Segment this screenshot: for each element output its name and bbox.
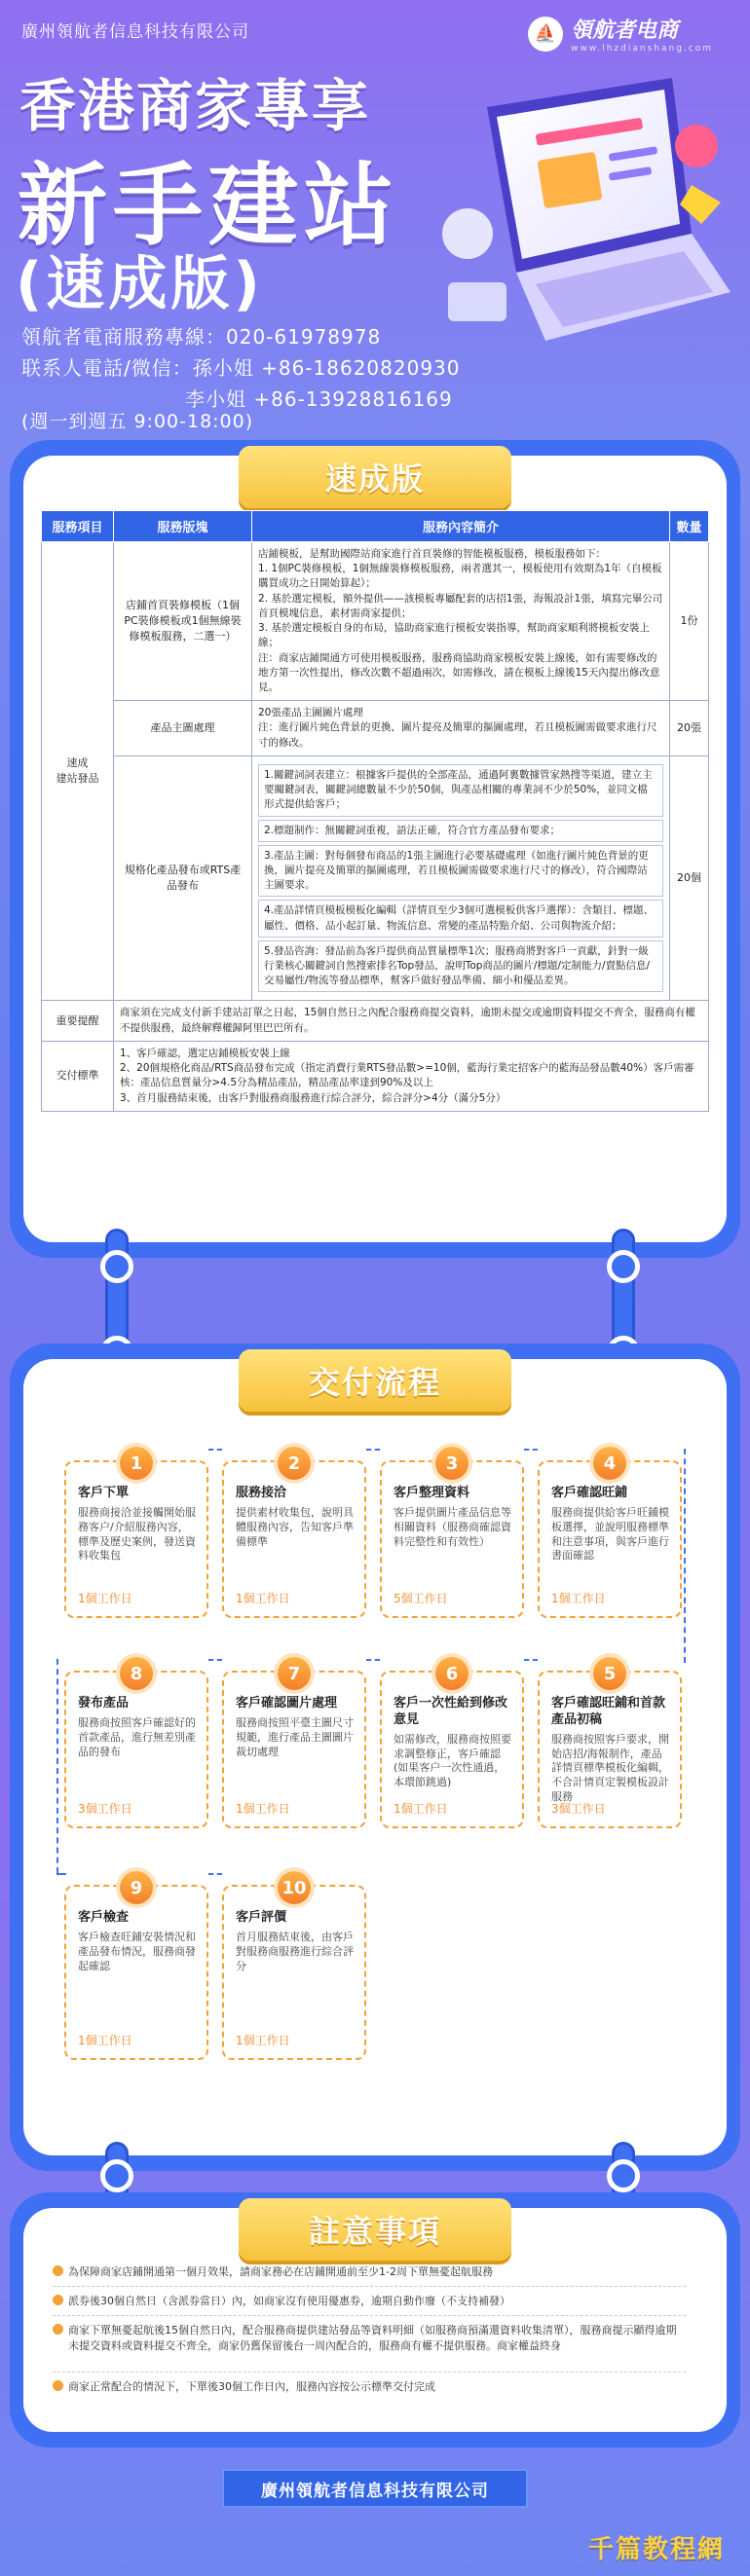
- col-header-item: 服務項目: [42, 511, 114, 542]
- step-desc: 首月服務結束後，由客戶對服務商服務進行綜合評分: [236, 1930, 354, 1972]
- step-number: 1: [120, 1447, 153, 1480]
- step-number: 8: [120, 1657, 153, 1690]
- rule-text: 商家須在完成支付新手建站訂單之日起，15個自然日之內配合服務商提交資料，逾期未提交或逾期資料提交不齊全，服務商有權不提供服務，最終解釋權歸阿里巴巴所有。: [114, 1001, 709, 1041]
- content-cell: [252, 755, 670, 1001]
- note-item: [53, 2264, 686, 2280]
- note-item: [53, 2294, 686, 2309]
- step-number: 7: [278, 1657, 311, 1690]
- flow-connector: [208, 1449, 222, 1451]
- content-line: 2. 基於選定模板，額外提供——該模板專屬配套的店招1張，海報設計1張，填寫完畢公司首頁模塊信息，素材需商家提供；: [258, 592, 663, 619]
- content-box: 1.關鍵詞詞表建立：根據客戶提供的全部產品，通過阿裏數據管家熱搜等渠道，建立主要關鍵詞表，關鍵詞總數量不少於50個，與產品相關的專業詞不少於50%，並同文檔形式提供給客戶；: [258, 764, 663, 817]
- table-row: [42, 1001, 709, 1041]
- contact-person-2: 李小姐 +86-13928816169: [185, 387, 453, 411]
- sailboat-icon: ⛵: [528, 17, 563, 52]
- process-step-6: [380, 1663, 524, 1828]
- block-cell: 規格化產品發布或RTS產品發布: [114, 755, 252, 1001]
- step-time: 3個工作日: [551, 1802, 606, 1816]
- step-number: 6: [435, 1657, 469, 1690]
- step-desc: 服務商接洽並接觸開始服務客户/介紹服務內容，標準及歷史案例，發送資料收集包: [78, 1505, 196, 1563]
- note-text: 商家下單無憂起航後15個自然日內，配合服務商提供建站發品等資料明細（如服務商預滿還資料收集清單），服務商提示顯得逾期未提交資料或資料提交不齊全，商家仍舊保留後台一周內配合的，服務商有權不提供服務。商家權益終身: [68, 2324, 677, 2352]
- step-number: 4: [593, 1447, 626, 1480]
- table-row: [42, 755, 709, 1001]
- process-step-1: [64, 1453, 208, 1618]
- service-table-panel: [10, 440, 740, 1258]
- col-header-block: 服務版塊: [114, 511, 252, 542]
- step-time: 1個工作日: [78, 1592, 132, 1605]
- col-header-content: 服務內容簡介: [252, 511, 670, 542]
- divider: [53, 2315, 686, 2316]
- step-number: 9: [120, 1871, 153, 1904]
- hero-title-line3: (速成版): [16, 250, 264, 318]
- divider: [53, 2286, 686, 2287]
- section-title-notes: 註意事項: [239, 2198, 511, 2261]
- col-header-qty: 數量: [670, 511, 709, 542]
- contact-person-1: 联系人電話/微信：孫小姐 +86-18620820930: [21, 356, 461, 380]
- standard-line: 2、20個規格化商品/RTS商品發布完成（指定消費行業RTS發品數>=10個，藍海行業定招客户的藍海品發品數40%）客戶需審核：產品信息質量分>4.5分為精品產品，精品產品率達到90%及以上: [120, 1062, 694, 1089]
- section-title-process: 交付流程: [239, 1349, 511, 1412]
- qty-cell: 1份: [670, 542, 709, 701]
- logo-url: www.lhzdianshang.com: [571, 44, 713, 54]
- step-time: 3個工作日: [78, 1802, 132, 1816]
- panel-body: [23, 2208, 727, 2432]
- connector-dot: [607, 1250, 640, 1283]
- note-text: 派券後30個自然日（含派券當日）內，如商家沒有使用優惠券，逾期自動作廢（不支持補發）: [68, 2295, 510, 2307]
- process-step-5: [538, 1663, 682, 1828]
- qty-cell: 20張: [670, 701, 709, 756]
- flow-connector: [208, 1659, 222, 1661]
- brand-logo: [528, 14, 713, 54]
- step-time: 5個工作日: [394, 1592, 448, 1605]
- bullet-icon: [53, 2324, 63, 2335]
- process-step-4: [538, 1453, 682, 1618]
- step-time: 1個工作日: [236, 2034, 290, 2047]
- standard-line: 3、首月服務結束後，由客戶對服務商服務進行綜合評分，綜合評分>4分（滿分5分）: [120, 1091, 506, 1104]
- step-desc: 提供素材收集包，說明具體服務內容，告知客戶準備標準: [236, 1505, 354, 1548]
- rule-label: 重要提醒: [42, 1001, 114, 1041]
- qty-cell: 20個: [670, 755, 709, 1001]
- step-number: 5: [593, 1657, 626, 1690]
- standard-text: [114, 1041, 709, 1111]
- table-row: [42, 542, 709, 701]
- standard-line: 1、客戶確認，選定店鋪模板安裝上線: [120, 1047, 290, 1059]
- step-number: 10: [278, 1871, 311, 1904]
- content-line: 注：進行圖片純色背景的更換，圖片提亮及簡單的摳圖處理，若且模板圖需做要求進行尺寸的修改。: [258, 721, 657, 749]
- step-title: 客戶一次性給到修改意見: [394, 1696, 508, 1727]
- step-desc: 服務商按照客戶確認好的首款產品，進行無差別產品的發布: [78, 1715, 196, 1758]
- note-text: 為保障商家店鋪開通第一個月效果，請商家務必在店鋪開通前至少1-2周下單無憂起航服務: [68, 2265, 493, 2278]
- content-line: 店鋪模板，是幫助國際站商家進行首頁裝修的智能模板服務，模板服務如下：: [258, 548, 606, 560]
- step-title: 服務接洽: [236, 1486, 287, 1500]
- notes-panel: [10, 2192, 740, 2447]
- process-step-10: [222, 1877, 366, 2060]
- step-title: 發布產品: [78, 1696, 130, 1711]
- step-time: 1個工作日: [394, 1802, 448, 1816]
- step-number: 2: [278, 1447, 311, 1480]
- flow-connector: [684, 1449, 686, 1663]
- step-title: 客戶下單: [78, 1486, 130, 1500]
- step-time: 1個工作日: [236, 1592, 290, 1605]
- step-title: 客戶整理資料: [394, 1486, 470, 1500]
- process-step-3: [380, 1453, 524, 1618]
- logo-text: 領航者电商: [571, 18, 679, 43]
- step-time: 1個工作日: [551, 1592, 606, 1605]
- connector-dot: [100, 1250, 133, 1283]
- standard-label: 交付標準: [42, 1041, 114, 1111]
- note-text: 商家正常配合的情況下，下單後30個工作日內，服務內容按公示標準交付完成: [68, 2380, 435, 2393]
- step-desc: 服務商按照平臺主圖尺寸規範，進行產品主圖圖片裁切處理: [236, 1715, 354, 1758]
- note-item: [53, 2323, 686, 2354]
- company-name: 廣州領航者信息科技有限公司: [21, 22, 249, 42]
- bullet-icon: [53, 2295, 63, 2305]
- business-hours: (週一到週五 9:00-18:00): [21, 411, 254, 432]
- flow-connector: [366, 1659, 380, 1661]
- block-cell: 產品主圖處理: [114, 701, 252, 756]
- step-title: 客戶確認圖片處理: [236, 1696, 338, 1711]
- note-item: [53, 2379, 686, 2395]
- flow-connector: [56, 1873, 66, 1875]
- content-cell: [252, 701, 670, 756]
- connector-dot: [100, 2159, 133, 2192]
- step-time: 1個工作日: [78, 2034, 132, 2047]
- content-box: 2.標題制作：無關鍵詞重複，語法正確，符合官方產品發布要求；: [258, 820, 663, 842]
- content-line: 20張產品主圖圖片處理: [258, 707, 363, 719]
- flow-connector: [524, 1659, 538, 1661]
- flow-connector: [524, 1449, 538, 1451]
- process-step-7: [222, 1663, 366, 1828]
- step-desc: 服務商提供給客戶旺鋪模板選擇，並說明服務標準和注意事項，與客戶進行書面確認: [551, 1505, 669, 1563]
- table-row: [42, 701, 709, 756]
- step-desc: 服務商按照客戶要求，開始店招/海報制作，產品詳情頁標準模板化編輯，不合計情頁定製模板設計服務: [551, 1732, 669, 1804]
- step-desc: 如需修改，服務商按照要求調整修正，客戶確認(如果客户一次性通過，本環節跳過): [394, 1732, 511, 1789]
- content-box: 3.產品主圖：對每個發布商品的1張主圖進行必要基礎處理（如進行圖片純色背景的更換，圖片提亮及簡單的摳圖處理，若且模板圖需做要求進行尺寸的修改），符合國際站主圖要求。: [258, 845, 663, 898]
- step-number: 3: [435, 1447, 469, 1480]
- hero-title-line2: 新手建站: [18, 154, 400, 258]
- step-desc: 客戶檢查旺鋪安裝情況和產品發布情況，服務商發起確認: [78, 1930, 196, 1972]
- service-item-cell: 速成 建站發品: [42, 542, 114, 1001]
- service-hotline: 領航者電商服務專線：020-61978978: [21, 325, 382, 349]
- table-row: [42, 1041, 709, 1111]
- step-desc: 客戶提供圖片產品信息等相關資料（服務商確認資料完整性和有效性）: [394, 1505, 511, 1548]
- step-title: 客戶確認旺鋪和首款產品初稿: [551, 1696, 666, 1727]
- block-cell: 店鋪首頁裝修模板（1個PC裝修模板或1個無線裝修模板服務，二選一）: [114, 542, 252, 701]
- service-table: [41, 510, 709, 1112]
- hero-title-line1: 香港商家專享: [19, 73, 371, 139]
- watermark: 千篇教程網: [587, 2535, 725, 2564]
- content-box: 4.產品詳情頁模板模板化編輯（詳情頁至少3個可選模板供客戶選擇）：含類目、標題、屬性、價格、品小起訂量、物流信息、常變的產品特點介紹、公司與物流介紹；: [258, 900, 663, 937]
- content-box: 5.發品咨詢：發品前為客戶提供商品質量標準1次；服務商將對客戶一貢獻，針對一級行業核心關鍵詞自然搜索排名Top發品，說明Top商品的圖片/標題/定制能力/賣點信息/交易屬性/物流等發品標準，幫客戶做好發品準備、細小和優品差異。: [258, 940, 663, 993]
- content-cell: [252, 542, 670, 701]
- footer-company: 廣州領航者信息科技有限公司: [222, 2469, 528, 2508]
- step-title: 客戶評價: [236, 1910, 287, 1925]
- section-title-quick: 速成版: [239, 446, 511, 508]
- divider: [53, 2372, 686, 2373]
- step-time: 1個工作日: [236, 1802, 290, 1816]
- process-step-9: [64, 1877, 208, 2060]
- flow-connector: [56, 1659, 58, 1873]
- bullet-icon: [53, 2265, 63, 2276]
- flow-connector: [208, 1873, 222, 1875]
- step-title: 客戶確認旺鋪: [551, 1486, 628, 1500]
- step-title: 客戶檢查: [78, 1910, 130, 1925]
- bullet-icon: [53, 2380, 63, 2391]
- content-line: 注：商家店鋪開通方可使用模板服務，服務商協助商家模板安裝上線後，如有需要修改的地方第一次性提出，修改次數不超過兩次，如需修改，請在模板上線後15天內提出修改意見。: [258, 651, 660, 693]
- connector-dot: [607, 2159, 640, 2192]
- content-line: 3. 基於選定模板自身的布局，協助商家進行模板安裝指導，幫助商家順利將模板安裝上線；: [258, 622, 650, 649]
- process-step-2: [222, 1453, 366, 1618]
- laptop-illustration: [429, 68, 740, 399]
- flow-connector: [366, 1449, 380, 1451]
- content-line: 1. 1個PC裝修模板，1個無線裝修模板服務，兩者選其一，模板使用有效期為1年（自模板購買成功之日開始算起）；: [258, 563, 662, 590]
- process-step-8: [64, 1663, 208, 1828]
